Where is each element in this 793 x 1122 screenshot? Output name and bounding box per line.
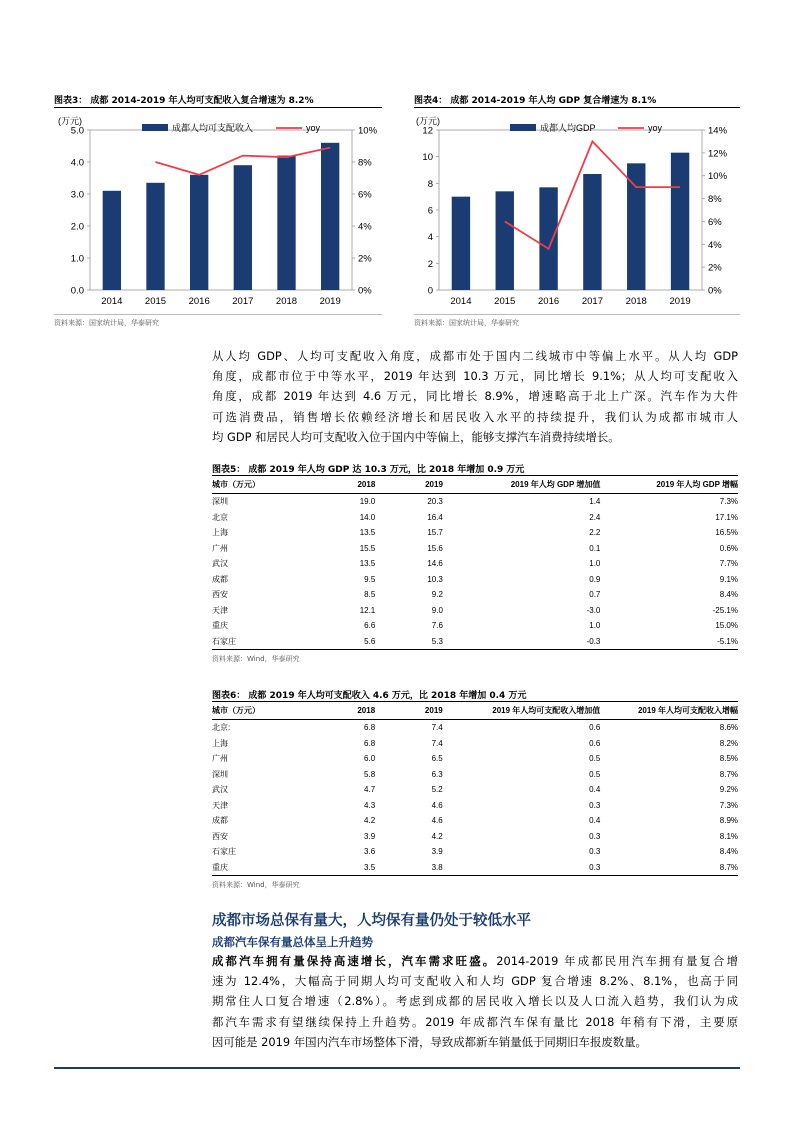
city-cell: 天津 (212, 800, 228, 810)
value-cell: 6.0 (364, 754, 376, 764)
table-row (212, 541, 738, 557)
table5-source: 资料来源：Wind，华泰研究 (212, 655, 300, 663)
figure4-chart (414, 108, 740, 314)
value-cell: 5.3 (375, 634, 443, 650)
right-tick-label: 0% (708, 285, 722, 297)
city-cell: 石家庄 (212, 634, 260, 650)
city-cell: 西安 (212, 590, 228, 600)
table-row (212, 736, 738, 752)
value-cell: 3.9 (431, 847, 443, 857)
figure3-chart (54, 108, 384, 314)
bar-mark (146, 183, 164, 290)
table-row (212, 572, 738, 588)
value-cell: 0.6% (719, 543, 738, 553)
axis-unit-label: (万元) (416, 116, 440, 126)
value-cell: 8.2% (719, 738, 738, 748)
table6-title: 图表6： 成都 2019 年人均可支配收入 4.6 万元，比 2018 年增加 0.4 万元 (212, 691, 527, 701)
left-tick-label: 4 (427, 232, 433, 244)
body-paragraph (212, 346, 738, 447)
value-cell: 0.1 (589, 543, 601, 553)
value-cell: 6.3 (431, 769, 443, 779)
city-cell: 成都 (212, 816, 228, 826)
table5-gdp-per-capita (212, 476, 738, 650)
left-tick-label: 0.0 (70, 285, 84, 297)
figure3-source-rule (54, 314, 382, 315)
city-cell: 石家庄 (212, 847, 236, 857)
value-cell: 8.5% (719, 754, 738, 764)
table-row (212, 634, 738, 650)
value-cell: 9.1% (719, 574, 738, 584)
table-row (212, 767, 738, 783)
legend-bar-label: 成都人均可支配收入 (172, 123, 254, 133)
section-title: 成都市场总保有量大，人均保有量仍处于较低水平 (212, 913, 531, 929)
bar-mark (277, 156, 295, 290)
value-cell: 3.6 (364, 847, 376, 857)
paragraph-line: 从人均 GDP、人均可支配收入角度，成都市处于国内二线城市中等偏上水平。从人均 GDP (212, 349, 738, 363)
paragraph-line: 角度，成都市位于中等水平，2019 年达到 10.3 万元，同比增长 9.1%；从人均可支配收入 (212, 369, 738, 384)
left-tick-label: 2.0 (70, 221, 84, 233)
right-tick-label: 2% (708, 262, 722, 274)
right-tick-label: 0% (358, 285, 372, 297)
value-cell: 0.9 (589, 574, 601, 584)
table6-disposable-income (212, 702, 738, 876)
bar-mark (321, 143, 339, 290)
value-cell: 15.6 (427, 543, 443, 553)
value-cell: -5.1% (600, 634, 738, 650)
value-cell: 7.6 (431, 621, 443, 631)
value-cell: 7.7% (719, 559, 738, 569)
value-cell: 4.3 (364, 800, 376, 810)
table-row (212, 556, 738, 572)
x-tick-label: 2018 (625, 296, 647, 307)
table-row (212, 860, 738, 876)
value-cell: 1.0 (589, 621, 601, 631)
city-cell: 武汉 (212, 785, 228, 795)
left-tick-label: 4.0 (70, 157, 84, 169)
city-cell: 武汉 (212, 559, 228, 569)
legend-bar-swatch (142, 124, 168, 131)
x-tick-label: 2015 (494, 296, 516, 307)
value-cell: 8.4% (719, 590, 738, 600)
value-cell: 0.3 (589, 800, 601, 810)
city-cell: 天津 (212, 605, 228, 615)
left-tick-label: 2 (427, 258, 433, 270)
paragraph-line (212, 951, 738, 971)
value-cell: 3.8 (375, 860, 443, 876)
value-cell: 7.4 (431, 723, 443, 733)
left-tick-label: 6 (427, 205, 433, 217)
legend-bar-swatch (510, 124, 536, 131)
value-cell: -25.1% (712, 605, 738, 615)
value-cell: 15.0% (715, 621, 738, 631)
value-cell: 5.8 (364, 769, 376, 779)
x-tick-label: 2016 (188, 296, 210, 307)
table-row (212, 494, 738, 510)
table-header: 2019 年人均 GDP 增加值 (443, 476, 600, 494)
paragraph-line: 可选消费品，销售增长依赖经济增长和居民收入水平的持续提升，我们认为成都市城市人 (212, 409, 738, 424)
city-cell: 深圳 (212, 769, 228, 779)
value-cell: 6.5 (431, 754, 443, 764)
bar-mark (627, 163, 645, 290)
right-tick-label: 4% (358, 221, 372, 233)
value-cell: 0.4 (589, 785, 601, 795)
figure3-source: 资料来源：国家统计局，华泰研究 (54, 319, 159, 327)
value-cell: 9.5 (364, 574, 376, 584)
value-cell: 7.3% (719, 800, 738, 810)
table-header: 2019 (375, 702, 443, 720)
value-cell: 4.2 (364, 816, 376, 826)
x-tick-label: 2019 (319, 296, 341, 307)
right-tick-label: 6% (708, 216, 722, 228)
value-cell: 0.3 (589, 831, 601, 841)
figure3-title: 图表3： 成都 2014-2019 年人均可支配收入复合增速为 8.2% (54, 96, 314, 106)
value-cell: 1.4 (589, 497, 601, 507)
city-cell: 广州 (212, 754, 228, 764)
value-cell: 8.7% (719, 769, 738, 779)
axis-unit-label: (万元) (58, 116, 82, 126)
value-cell: 8.9% (719, 816, 738, 826)
value-cell: 14.0 (359, 512, 376, 522)
value-cell: 0.6 (589, 723, 601, 733)
value-cell: 9.2 (431, 590, 443, 600)
value-cell: 2.4 (589, 512, 601, 522)
value-cell: 17.1% (715, 512, 738, 522)
value-cell: 7.3% (719, 497, 738, 507)
paragraph-line: 均 GDP 和居民人均可支配收入位于国内中等偏上，能够支撑汽车消费持续增长。 (212, 429, 620, 444)
value-cell: 13.5 (359, 559, 376, 569)
value-cell: 6.8 (364, 723, 376, 733)
right-tick-label: 8% (708, 194, 722, 206)
table-header: 2018 (260, 702, 375, 720)
city-cell: 广州 (212, 543, 228, 553)
value-cell: 0.6 (589, 738, 601, 748)
value-cell: 16.4 (427, 512, 443, 522)
table-header: 2019 (375, 476, 443, 494)
value-cell: 1.0 (589, 559, 601, 569)
plot-frame (439, 130, 702, 290)
value-cell: 8.6% (719, 723, 738, 733)
table-row (212, 844, 738, 860)
value-cell: 0.5 (589, 769, 601, 779)
value-cell: 0.5 (589, 754, 601, 764)
table-row (212, 603, 738, 619)
right-tick-label: 8% (358, 157, 372, 169)
value-cell: 13.5 (359, 528, 376, 538)
table-row (212, 587, 738, 603)
footer-rule (54, 1067, 740, 1069)
figure4-source: 资料来源：国家统计局，华泰研究 (414, 319, 519, 327)
value-cell: 15.7 (427, 528, 443, 538)
table-row (212, 813, 738, 829)
bar-mark (190, 175, 208, 290)
value-cell: 15.5 (359, 543, 376, 553)
x-tick-label: 2017 (581, 296, 603, 307)
value-cell: 19.0 (359, 497, 376, 507)
right-tick-label: 10% (358, 125, 378, 137)
paragraph-line: 期常住人口复合增速（2.8%）。考虑到成都的居民收入增长以及人口流入趋势，我们认为成 (212, 994, 738, 1009)
section-paragraph (212, 951, 738, 1052)
value-cell: 0.7 (589, 590, 601, 600)
value-cell: 4.2 (431, 831, 443, 841)
value-cell: 7.4 (431, 738, 443, 748)
figure4-title: 图表4： 成都 2014-2019 年人均 GDP 复合增速为 8.1% (414, 96, 657, 106)
value-cell: 4.7 (364, 785, 376, 795)
left-tick-label: 8 (427, 178, 433, 190)
left-tick-label: 10 (422, 152, 433, 164)
right-tick-label: 4% (708, 239, 722, 251)
city-cell: 上海 (212, 528, 228, 538)
city-cell: 北京: (212, 723, 231, 733)
x-tick-label: 2018 (275, 296, 298, 307)
value-cell: 2.2 (589, 528, 601, 538)
right-tick-label: 12% (708, 148, 728, 160)
paragraph-line-rest: 2014-2019 年成都民用汽车拥有量复合增 (496, 954, 738, 968)
table-header: 2018 (260, 476, 375, 494)
table-header: 2019 年人均可支配收入增幅 (600, 702, 738, 720)
bar-mark (583, 174, 601, 290)
value-cell: 9.2% (719, 785, 738, 795)
bar-mark (539, 187, 557, 290)
value-cell: 8.5 (364, 590, 376, 600)
value-cell: 0.3 (443, 860, 601, 876)
value-cell: 9.0 (431, 605, 443, 615)
paragraph-line: 因可能是 2019 年国内汽车市场整体下滑，导致成都新车销量低于同期旧车报废数量。 (212, 1034, 647, 1049)
table-row (212, 751, 738, 767)
table-row (212, 525, 738, 541)
left-tick-label: 1.0 (70, 253, 84, 265)
bar-mark (103, 191, 121, 290)
left-tick-label: 3.0 (70, 189, 84, 201)
table-header: 城市（万元） (212, 476, 260, 494)
table-row (212, 829, 738, 845)
right-tick-label: 10% (708, 171, 728, 183)
plot-frame (90, 130, 352, 290)
table6-source: 资料来源：Wind，华泰研究 (212, 881, 300, 889)
table-header: 城市（万元） (212, 702, 260, 720)
value-cell: 12.1 (359, 605, 376, 615)
left-tick-label: 5.0 (70, 125, 84, 137)
city-cell: 西安 (212, 831, 228, 841)
value-cell: 8.1% (719, 831, 738, 841)
bar-mark (496, 191, 514, 290)
value-cell: 8.7% (600, 860, 738, 876)
x-tick-label: 2015 (144, 296, 167, 307)
value-cell: 3.9 (364, 831, 376, 841)
city-cell: 成都 (212, 574, 228, 584)
value-cell: 0.4 (589, 816, 601, 826)
value-cell: -3.0 (586, 605, 601, 615)
legend-line-label: yoy (306, 123, 321, 133)
table-row (212, 798, 738, 814)
table-row (212, 720, 738, 736)
table-header: 2019 年人均 GDP 增幅 (600, 476, 738, 494)
table-row (212, 782, 738, 798)
bar-mark (234, 165, 252, 290)
value-cell: 0.3 (589, 847, 601, 857)
paragraph-line: 速为 12.4%，大幅高于同期人均可支配收入和人均 GDP 复合增速 8.2%、8.1%，也高于同 (212, 974, 738, 989)
x-tick-label: 2014 (450, 296, 472, 307)
table-row (212, 618, 738, 634)
right-tick-label: 14% (708, 125, 728, 137)
x-tick-label: 2014 (101, 296, 123, 307)
legend-bar-label: 成都人均GDP (540, 123, 596, 133)
left-tick-label: 0 (427, 285, 433, 297)
value-cell: 4.6 (431, 816, 443, 826)
value-cell: 10.3 (427, 574, 443, 584)
x-tick-label: 2017 (232, 296, 254, 307)
value-cell: 5.6 (260, 634, 375, 650)
paragraph-lead: 成都汽车拥有量保持高速增长，汽车需求旺盛。 (212, 954, 497, 968)
table5-title: 图表5： 成都 2019 年人均 GDP 达 10.3 万元，比 2018 年增加 0.9 万元 (212, 465, 525, 475)
table-row (212, 510, 738, 526)
value-cell: 3.5 (260, 860, 375, 876)
value-cell: 5.2 (431, 785, 443, 795)
value-cell: 16.5% (715, 528, 738, 538)
right-tick-label: 2% (358, 253, 372, 265)
bar-mark (452, 197, 470, 290)
table-header: 2019 年人均可支配收入增加值 (443, 702, 601, 720)
figure4-source-rule (414, 314, 740, 315)
value-cell: 14.6 (427, 559, 443, 569)
value-cell: 6.8 (364, 738, 376, 748)
city-cell: 深圳 (212, 497, 228, 507)
value-cell: 4.6 (431, 800, 443, 810)
paragraph-line: 都汽车需求有望继续保持上升趋势。2019 年成都汽车保有量比 2018 年稍有下滑，主要原 (212, 1014, 738, 1029)
left-tick-label: 12 (422, 125, 433, 137)
value-cell: 20.3 (427, 497, 443, 507)
value-cell: 6.6 (364, 621, 376, 631)
city-cell: 北京 (212, 512, 228, 522)
city-cell: 重庆 (212, 860, 260, 876)
x-tick-label: 2016 (538, 296, 560, 307)
city-cell: 重庆 (212, 621, 228, 631)
bar-mark (671, 153, 689, 290)
right-tick-label: 6% (358, 189, 372, 201)
section-subtitle: 成都汽车保有量总体呈上升趋势 (212, 935, 373, 949)
value-cell: 8.4% (719, 847, 738, 857)
city-cell: 上海 (212, 738, 228, 748)
paragraph-line: 角度，成都 2019 年达到 4.6 万元，同比增长 8.9%，增速略高于北上广深。汽车作为大件 (212, 389, 738, 404)
value-cell: -0.3 (443, 634, 600, 650)
legend-line-label: yoy (648, 123, 663, 133)
x-tick-label: 2019 (669, 296, 691, 307)
